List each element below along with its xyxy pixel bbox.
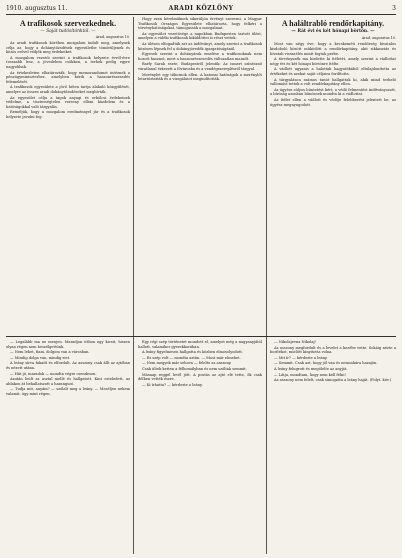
paragraph: A törvényszék ma hirdette ki ítéletét, amely szerint a vádlottat négy évi és két hónapi börtönre ítélte. xyxy=(270,57,396,66)
paragraph: Egyesek szerint a dohányárak emelése a trafikosoknak nem hozott hasznot, mert a haszonrészesedés változatlan maradt. xyxy=(138,52,262,61)
paragraph: — Legalább ma ne menjen. Maradjon itthon egy kicsit, hiszen olyan régen nem beszélgettünk. xyxy=(6,340,130,349)
paragraph: — Semmit. Csak azt, hogy jól van és nemsokára hazajön. xyxy=(274,361,378,366)
paragraph: Az ítélet ellen a vádlott és védője felebbezést jelentett be, az ügyész megnyugodott. xyxy=(270,97,396,107)
paragraph: — Nem lehet, fiam, dolgom van a városban. xyxy=(10,350,90,355)
paragraph: Az egyesület vezetősége a napokban Budapesten tartott ülést, amelyen a vidéki trafikosok kiküldöttei is részt vettek. xyxy=(138,31,262,41)
article-dateline: Arad, augusztus 10. xyxy=(361,36,396,41)
paragraph: Reméljük, hogy a mozgalom eredménnyel jár és a trafikosok helyzete javulni fog. xyxy=(6,110,130,119)
paragraph: — Ki írhatta? — kérdezte a leány. xyxy=(142,382,203,387)
paragraph: Barfy Sarah esete, Budapestről jelentik: Az ismert színésznő váratlanul érkezett a fővárosba és a vendégszereplésről tárgyal. xyxy=(138,62,262,71)
article-rendorkapitany xyxy=(270,17,396,334)
paragraph: A leány figyelmesen hallgatta és közben elmosolyodott. xyxy=(142,350,243,355)
article-title: A haláltrabló rendőrkapitány. xyxy=(281,19,385,28)
paragraph: Az értekezleten elhatározták, hogy memorandumot intéznek a pénzügyminiszterhez, amelyben kérik a haszonrészesedés felemelését. xyxy=(6,70,130,84)
feuilleton-column-1 xyxy=(6,340,130,554)
paragraph: — Mindig dolga van, mindig siet. xyxy=(10,355,71,360)
paragraph: — Tudja mit, anyám? — szólalt meg a leány. — Meséljen nekem valamit, úgy mint régen. xyxy=(6,387,130,396)
paragraph: Az egyesület célja a tagok anyagi és erkölcsi érdekeinek védelme, a tisztességtelen verseny elleni küzdelem és a hatóságokkal való tárgyalás. xyxy=(6,95,130,109)
paragraph: Másnap reggel levél jött. A postás az ajtó elé tette, ők csak délben vették észre. xyxy=(138,372,262,382)
feuilleton-column-3 xyxy=(270,340,396,554)
paragraph: Az asszony megfordult és a levelet a kezébe vette. Sokáig nézte a borítékot, mielőtt kinyitotta volna. xyxy=(270,345,396,355)
column-divider-1 xyxy=(133,17,134,554)
issue-date: 1910. augusztus 11. xyxy=(6,5,68,12)
feuilleton-divider xyxy=(6,336,396,337)
paragraph: A leány felugrott és megölelte az anyját. xyxy=(274,366,348,371)
paragraph: Az aradi trafikosok körében mozgalom indult meg, amelynek célja az, hogy a dohánytőzsdések egyesületbe tömörüljenek és közös erővel védjék meg érdekeiket. xyxy=(6,41,130,55)
paragraph: Az asszony nem felelt, csak simogatta a leány haját. (Folyt. köv.) xyxy=(274,378,392,383)
paragraph: — Nem megyek már sehova — felelte az asszony. xyxy=(142,361,232,366)
paragraph: A trafikosok egyesülete a jövő héten tartja alakuló közgyűlését, amelyre az összes aradi dohánytőzsdéseket meghívták. xyxy=(6,85,130,94)
article-title: A trafikosok szervezkednek. xyxy=(19,19,117,28)
article-continued xyxy=(138,17,262,334)
paragraph: — Hát jó, maradok — mondta végre csendesen. xyxy=(10,371,97,376)
article-trafikosok xyxy=(6,17,130,334)
paragraph: Azután leült az asztal mellé és hallgatott. Kint esteledett, az ablakon át behallatszott a harangszó. xyxy=(6,377,130,386)
article-byline: — Saját tudósítónktól. — xyxy=(40,29,96,34)
page-number: 3 xyxy=(392,5,396,12)
paragraph: A vádlott ugyanis a halottak hagyatékából eltulajdonította az értékeket és azokat saját céljaira fordította. xyxy=(270,67,396,76)
article-subtitle: — Rát évi és két hónapi börtön. — xyxy=(291,29,375,34)
paragraph: A mozgalom vezetői szerint a trafikosok helyzete évről-évre rosszabb lesz, a jövedelem csökken, a terhek pedig egyre nagyobbak. xyxy=(6,55,130,69)
paragraph: — Ez szép volt — mondta aztán. — Most már elmehet. xyxy=(142,355,241,360)
feuilleton-column-2 xyxy=(138,340,262,554)
paragraph: Az ülésen elfogadták azt az indítványt, amely szerint a trafikosok közösen lépnek fel a dohányjövedék igazgatóságánál. xyxy=(138,41,262,51)
paragraph: Hogy ezen kérelmüknek sikerüljön érvényt szerezni, a Magyar Trafikosok Országos Egyesülete elhatározta, hogy felkéri a törvényhatóságokat, támogassák a mozgalmat. xyxy=(138,17,262,31)
paragraph: A leány sírva fakadt és elfordult. Az asszony csak állt az ajtóban és nézett utána. xyxy=(6,361,130,370)
paragraph: Egy régi szép történetet mondott el, amelyet még a nagyanyjától hallott, valamikor gyerekkorában. xyxy=(138,340,262,349)
column-divider-2 xyxy=(266,17,267,554)
paragraph: — Nikolajevna Nikolaj! xyxy=(274,340,317,344)
paragraph: A tárgyaláson számos tanút hallgattak ki, akik mind terhelő vallomást tettek a volt rendőrkapitány ellen. xyxy=(270,77,396,87)
paper-title: ARADI KÖZLÖNY xyxy=(168,5,234,12)
page-header xyxy=(6,4,396,15)
paragraph: Most van négy éve, hogy a kecskeméti rendőrség hivatalos kisdoboló között működött a rendőrkapitány, akit sikkasztás és hivatali visszaélés miatt fogtak perbe. xyxy=(270,42,396,56)
article-dateline: Arad, augusztus 10. xyxy=(95,35,130,39)
paragraph: — Mit ír? — kérdezte a leány. xyxy=(274,355,328,360)
paragraph: Csak ültek ketten a félhomályban és nem szóltak semmit. xyxy=(142,366,247,371)
paragraph: — Látja, mondtam, hogy nem kell félni! xyxy=(274,372,346,377)
paragraph: Az ügyész súlyos büntetést kért, a védő felmentést indítványozott, a bíróság azonban bűnösnek mondta ki a vádlottat. xyxy=(270,87,396,97)
paragraph: Merénylet egy tábornok ellen. A katonai hatóságok a merénylőt letartóztatták és a vizsgálatot megindították. xyxy=(138,72,262,82)
